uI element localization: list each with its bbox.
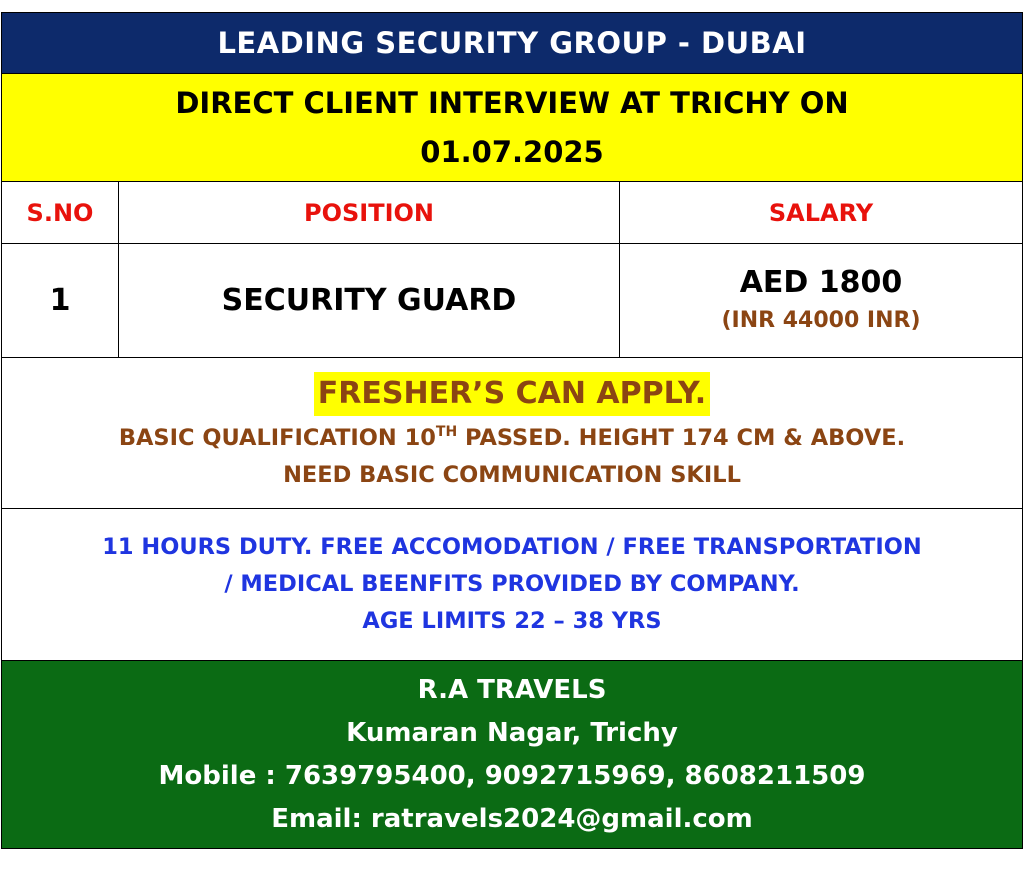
salary-inr: (INR 44000 INR) [721,307,921,333]
poster-title [2,13,1022,74]
age-limit: AGE LIMITS 22 – 38 YRS [362,608,662,634]
company-name: R.A TRAVELS [417,674,607,705]
qualification-superscript: TH [435,424,458,440]
fresher-highlight: FRESHER’S CAN APPLY. [314,372,710,416]
table-header-row [2,182,1022,244]
row-position: SECURITY GUARD [119,244,620,357]
benefits-line-2: / MEDICAL BEENFITS PROVIDED BY COMPANY. [224,571,800,597]
mobile-numbers: Mobile : 7639795400, 9092715969, 8608211509 [158,760,866,791]
qualification-suffix: PASSED. HEIGHT 174 CM & ABOVE. [457,425,906,451]
interview-date: 01.07.2025 [420,134,604,169]
contact-section [2,661,1022,848]
qualification-section [2,358,1022,509]
poster-title-text: LEADING SECURITY GROUP - DUBAI [217,26,807,60]
column-header-salary: SALARY [768,198,874,227]
column-header-sno: S.NO [2,182,119,243]
email-address: Email: ratravels2024@gmail.com [271,803,753,834]
qualification-line-2: NEED BASIC COMMUNICATION SKILL [283,462,741,488]
salary-aed: AED 1800 [739,264,903,300]
company-address: Kumaran Nagar, Trichy [346,717,678,748]
row-salary [620,244,1022,357]
table-row [2,244,1022,358]
job-poster [1,12,1023,849]
interview-banner [2,74,1022,182]
column-header-position: POSITION [119,182,620,243]
benefits-section [2,509,1022,661]
qualification-prefix: BASIC QUALIFICATION 10 [118,425,436,451]
benefits-line-1: 11 HOURS DUTY. FREE ACCOMODATION / FREE TRANSPORTATION [102,534,922,560]
interview-line-1: DIRECT CLIENT INTERVIEW AT TRICHY ON [175,85,849,120]
qualification-line-1 [119,420,905,457]
row-sno: 1 [2,244,119,357]
